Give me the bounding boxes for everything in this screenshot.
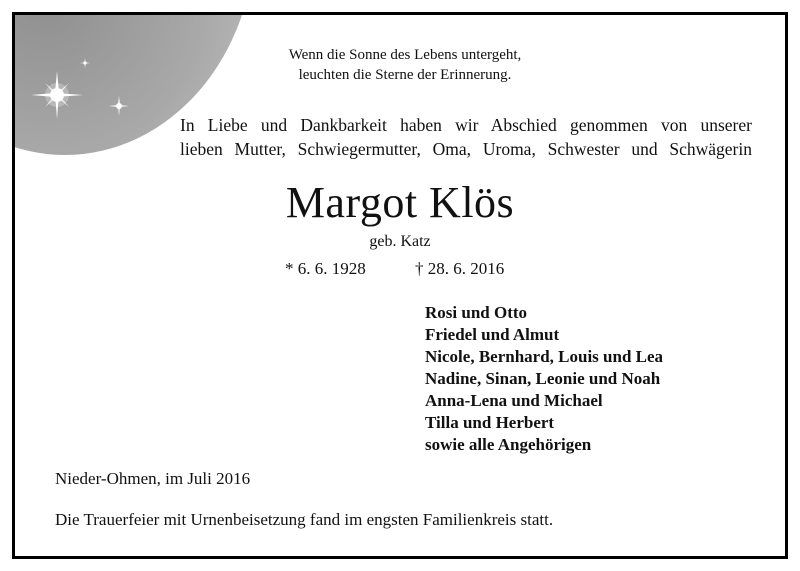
mourner-entry: Nicole, Bernhard, Louis und Lea [425,347,664,366]
birth-date: * 6. 6. 1928 [285,259,366,278]
mourners-list [425,302,663,456]
mourner-entry: sowie alle Angehörigen [425,435,592,454]
obituary-frame [12,12,788,559]
star-icon [31,71,83,119]
death-date: † 28. 6. 2016 [415,259,505,278]
mourner-entry: Nadine, Sinan, Leonie und Noah [425,369,661,388]
motto-line: Wenn die Sonne des Lebens untergeht, [288,47,522,63]
mourner-entry: Tilla und Herbert [425,413,555,432]
intro-line: lieben Mutter, Schwiegermutter, Oma, Uroma, Schwester und Schwägerin [180,139,752,159]
maiden-name: geb. Katz [369,233,431,250]
place-date: Nieder-Ohmen, im Juli 2016 [55,469,251,488]
deceased-name: Margot Klös [285,178,515,227]
mourner-entry: Anna-Lena und Michael [425,391,603,410]
mourner-entry: Friedel und Almut [425,325,560,344]
motto-line: leuchten die Sterne der Erinnerung. [298,67,512,83]
motto [215,45,595,85]
star-icon [109,96,129,116]
star-icon [80,58,90,68]
intro-line: In Liebe und Dankbarkeit haben wir Abschied genommen von unserer [180,115,752,135]
funeral-notice: Die Trauerfeier mit Urnenbeisetzung fand im engsten Familienkreis statt. [55,510,554,529]
intro-text [180,113,752,161]
mourner-entry: Rosi und Otto [425,303,528,322]
